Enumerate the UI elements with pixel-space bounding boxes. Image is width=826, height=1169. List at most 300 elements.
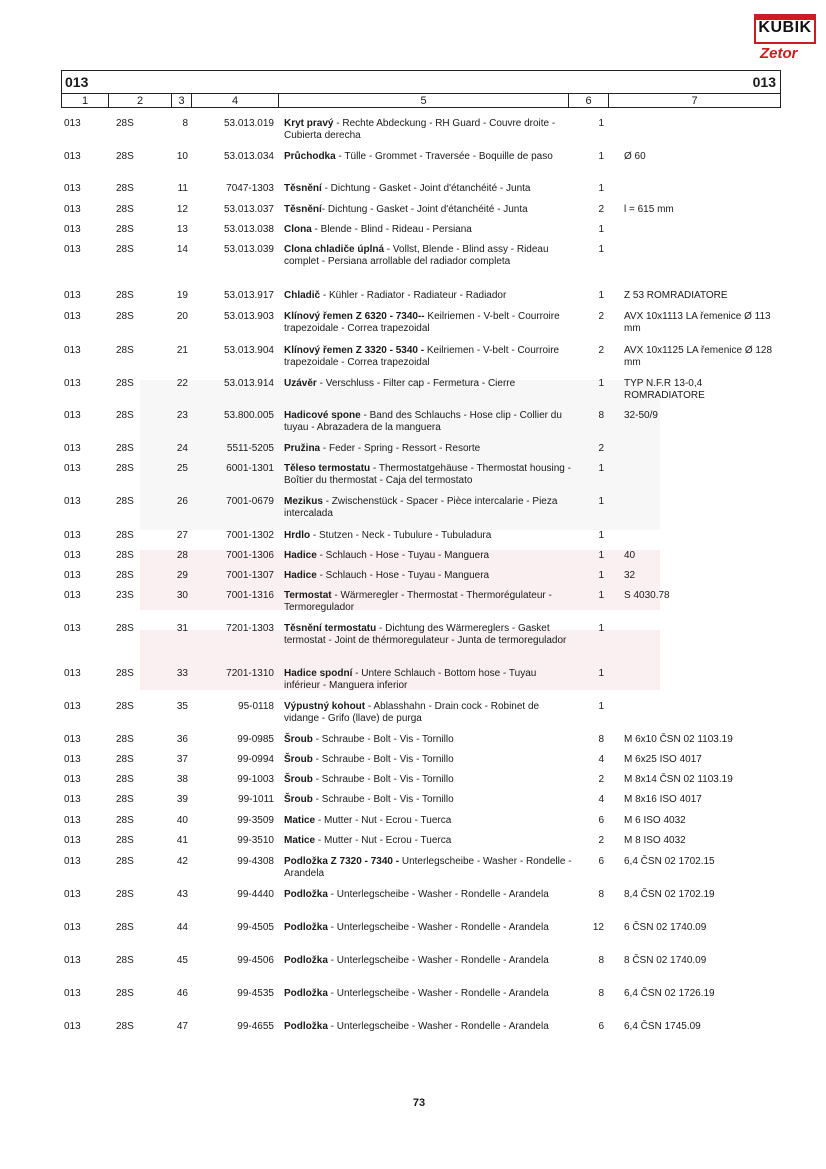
quantity-cell: 1 — [598, 701, 604, 712]
part-number-cell: 99-4506 — [237, 955, 274, 966]
model-cell: 28S — [116, 668, 134, 679]
part-number-cell: 7201-1303 — [226, 623, 274, 634]
group-cell: 013 — [64, 734, 81, 745]
description-cell — [284, 835, 574, 847]
description-cell — [284, 463, 574, 486]
quantity-cell: 2 — [598, 345, 604, 356]
model-cell: 28S — [116, 955, 134, 966]
part-name: Podložka — [284, 988, 328, 999]
quantity-cell: 1 — [598, 378, 604, 389]
position-cell: 30 — [176, 590, 188, 601]
part-number-cell: 7001-1316 — [226, 590, 274, 601]
quantity-cell: 4 — [598, 754, 604, 765]
kubik-zetor-logo — [754, 14, 816, 64]
quantity-cell: 1 — [598, 244, 604, 255]
group-cell: 013 — [64, 889, 81, 900]
quantity-cell: 1 — [598, 668, 604, 679]
description-cell — [284, 151, 574, 163]
column-number: 2 — [109, 94, 172, 108]
part-number-cell: 99-3509 — [237, 815, 274, 826]
part-number-cell: 99-4505 — [237, 922, 274, 933]
model-cell: 28S — [116, 754, 134, 765]
part-translations: - Unterlegscheibe - Washer - Rondelle - Arandela — [327, 988, 549, 999]
model-cell: 28S — [116, 570, 134, 581]
quantity-cell: 8 — [598, 988, 604, 999]
quantity-cell: 6 — [598, 856, 604, 867]
part-number-cell: 53.013.038 — [223, 224, 274, 235]
part-name: Průchodka — [284, 151, 336, 162]
part-number-cell: 53.013.019 — [223, 118, 274, 129]
position-cell: 35 — [176, 701, 188, 712]
note-cell: M 6x25 ISO 4017 — [624, 754, 702, 765]
quantity-cell: 1 — [598, 183, 604, 194]
part-name: Hadice — [284, 570, 317, 581]
position-cell: 43 — [176, 889, 188, 900]
part-translations: - Rechte Abdeckung - RH Guard - Couvre droite - Cubierta derecha — [284, 118, 556, 141]
part-translations: - Schraube - Bolt - Vis - Tornillo — [312, 794, 454, 805]
position-cell: 39 — [176, 794, 188, 805]
part-name: Hadicové spone — [284, 410, 361, 421]
part-number-cell: 53.013.917 — [223, 290, 274, 301]
part-number-cell: 53.013.914 — [223, 378, 274, 389]
group-cell: 013 — [64, 496, 81, 507]
part-number-cell: 7001-1307 — [226, 570, 274, 581]
part-number-cell: 99-4308 — [237, 856, 274, 867]
group-cell: 013 — [64, 835, 81, 846]
model-cell: 28S — [116, 311, 134, 322]
model-cell: 28S — [116, 224, 134, 235]
quantity-cell: 1 — [598, 590, 604, 601]
model-cell: 28S — [116, 856, 134, 867]
part-translations: - Verschluss - Filter cap - Fermetura - Cierre — [316, 378, 516, 389]
description-cell — [284, 496, 574, 519]
group-cell: 013 — [64, 856, 81, 867]
description-cell — [284, 224, 574, 236]
model-cell: 28S — [116, 183, 134, 194]
part-name: Termostat — [284, 590, 332, 601]
model-cell: 28S — [116, 378, 134, 389]
position-cell: 27 — [176, 530, 188, 541]
group-cell: 013 — [64, 224, 81, 235]
model-cell: 28S — [116, 244, 134, 255]
position-cell: 10 — [176, 151, 188, 162]
model-cell: 28S — [116, 530, 134, 541]
quantity-cell: 1 — [598, 290, 604, 301]
quantity-cell: 1 — [598, 224, 604, 235]
part-name: Těsnění termostatu — [284, 623, 377, 634]
quantity-cell: 1 — [598, 570, 604, 581]
position-cell: 19 — [176, 290, 188, 301]
part-number-cell: 53.013.034 — [223, 151, 274, 162]
group-cell: 013 — [64, 463, 81, 474]
part-number-cell: 53.013.039 — [223, 244, 274, 255]
part-number-cell: 53.800.005 — [223, 410, 274, 421]
part-number-cell: 99-4655 — [237, 1021, 274, 1032]
description-cell — [284, 794, 574, 806]
part-name: Kryt pravý — [284, 118, 334, 129]
part-name: Těleso termostatu — [284, 463, 371, 474]
part-translations: Keilriemen - V-belt - Courroire trapezoidale - Correa trapezoidal — [284, 345, 560, 368]
part-translations: - Unterlegscheibe - Washer - Rondelle - Arandela — [327, 1021, 549, 1032]
part-name: Podložka — [284, 922, 328, 933]
column-number: 5 — [279, 94, 569, 108]
quantity-cell: 6 — [598, 815, 604, 826]
part-number-cell: 99-0985 — [237, 734, 274, 745]
part-name: Hadice — [284, 550, 317, 561]
part-translations: - Feder - Spring - Ressort - Resorte — [320, 443, 481, 454]
group-cell: 013 — [64, 815, 81, 826]
model-cell: 28S — [116, 988, 134, 999]
note-cell: 32 — [624, 570, 636, 581]
description-cell — [284, 311, 574, 334]
position-cell: 13 — [176, 224, 188, 235]
part-name: Těsnění — [284, 183, 322, 194]
model-cell: 28S — [116, 463, 134, 474]
group-cell: 013 — [64, 794, 81, 805]
position-cell: 26 — [176, 496, 188, 507]
part-name: Podložka — [284, 1021, 328, 1032]
part-name: Matice — [284, 815, 316, 826]
model-cell: 28S — [116, 1021, 134, 1032]
part-number-cell: 7001-1306 — [226, 550, 274, 561]
description-cell — [284, 443, 574, 455]
model-cell: 28S — [116, 496, 134, 507]
note-cell: Ø 60 — [624, 151, 646, 162]
part-name: Podložka — [284, 955, 328, 966]
part-name: Clona — [284, 224, 312, 235]
model-cell: 28S — [116, 550, 134, 561]
position-cell: 46 — [176, 988, 188, 999]
note-cell: 8,4 ČSN 02 1702.19 — [624, 889, 715, 900]
note-cell: M 6 ISO 4032 — [624, 815, 686, 826]
group-cell: 013 — [64, 570, 81, 581]
position-cell: 42 — [176, 856, 188, 867]
note-cell: 32-50/9 — [624, 410, 658, 421]
quantity-cell: 2 — [598, 835, 604, 846]
section-header — [61, 70, 781, 108]
part-translations: - Schlauch - Hose - Tuyau - Manguera — [316, 570, 490, 581]
logo-sub: Zetor — [760, 45, 798, 62]
model-cell: 28S — [116, 443, 134, 454]
part-number-cell: 99-4440 — [237, 889, 274, 900]
note-cell: 8 ČSN 02 1740.09 — [624, 955, 707, 966]
part-name: Šroub — [284, 794, 313, 805]
part-name: Klínový řemen Z 6320 - 7340-- — [284, 311, 425, 322]
part-name: Podložka Z 7320 - 7340 - — [284, 856, 400, 867]
position-cell: 29 — [176, 570, 188, 581]
note-cell: AVX 10x1125 LA řemenice Ø 128 mm — [624, 345, 773, 368]
column-number: 6 — [569, 94, 609, 108]
part-translations: - Unterlegscheibe - Washer - Rondelle - Arandela — [327, 922, 549, 933]
quantity-cell: 2 — [598, 774, 604, 785]
part-translations: Keilriemen - V-belt - Courroire trapezoidale - Correa trapezoidal — [284, 311, 560, 334]
group-cell: 013 — [64, 244, 81, 255]
part-name: Chladič — [284, 290, 321, 301]
group-cell: 013 — [64, 151, 81, 162]
position-cell: 25 — [176, 463, 188, 474]
model-cell: 28S — [116, 345, 134, 356]
model-cell: 28S — [116, 734, 134, 745]
model-cell: 28S — [116, 889, 134, 900]
position-cell: 14 — [176, 244, 188, 255]
part-translations: - Unterlegscheibe - Washer - Rondelle - Arandela — [327, 955, 549, 966]
note-cell: 6 ČSN 02 1740.09 — [624, 922, 707, 933]
quantity-cell: 8 — [598, 734, 604, 745]
description-cell — [284, 244, 574, 267]
quantity-cell: 1 — [598, 550, 604, 561]
part-number-cell: 7001-0679 — [226, 496, 274, 507]
part-name: Těsnění — [284, 204, 322, 215]
position-cell: 36 — [176, 734, 188, 745]
position-cell: 11 — [177, 183, 188, 194]
part-translations: - Mutter - Nut - Ecrou - Tuerca — [315, 815, 452, 826]
part-translations: - Tülle - Grommet - Traversée - Boquille de paso — [335, 151, 553, 162]
position-cell: 28 — [176, 550, 188, 561]
column-number: 1 — [62, 94, 109, 108]
quantity-cell: 8 — [598, 889, 604, 900]
model-cell: 28S — [116, 290, 134, 301]
quantity-cell: 2 — [598, 443, 604, 454]
part-name: Podložka — [284, 889, 328, 900]
group-cell: 013 — [64, 701, 81, 712]
group-cell: 013 — [64, 590, 81, 601]
part-translations: - Wärmeregler - Thermostat - Thermorégulateur - Termoregulador — [284, 590, 552, 613]
note-cell: 40 — [624, 550, 636, 561]
group-cell: 013 — [64, 955, 81, 966]
group-code-right: 013 — [752, 74, 776, 90]
description-cell — [284, 570, 574, 582]
note-cell: TYP N.F.R 13-0,4 ROMRADIATORE — [624, 378, 705, 401]
column-number-row — [62, 93, 780, 108]
description-cell — [284, 550, 574, 562]
quantity-cell: 8 — [598, 955, 604, 966]
part-number-cell: 99-3510 — [237, 835, 274, 846]
part-name: Šroub — [284, 734, 313, 745]
part-translations: - Mutter - Nut - Ecrou - Tuerca — [315, 835, 452, 846]
quantity-cell: 1 — [598, 118, 604, 129]
group-cell: 013 — [64, 204, 81, 215]
position-cell: 31 — [176, 623, 188, 634]
part-name: Hadice spodní — [284, 668, 353, 679]
note-cell: S 4030.78 — [624, 590, 670, 601]
description-cell — [284, 889, 574, 901]
column-number: 7 — [691, 95, 698, 107]
position-cell: 12 — [176, 204, 188, 215]
note-cell: M 8 ISO 4032 — [624, 835, 686, 846]
part-translations: - Schraube - Bolt - Vis - Tornillo — [312, 734, 454, 745]
description-cell — [284, 701, 574, 724]
part-name: Klínový řemen Z 3320 - 5340 - — [284, 345, 425, 356]
model-cell: 28S — [116, 151, 134, 162]
part-name: Mezikus — [284, 496, 323, 507]
position-cell: 45 — [176, 955, 188, 966]
description-cell — [284, 623, 574, 646]
quantity-cell: 2 — [598, 311, 604, 322]
part-name: Pružina — [284, 443, 321, 454]
description-cell — [284, 988, 574, 1000]
part-translations: - Zwischenstück - Spacer - Pièce intercalarie - Pieza intercalada — [284, 496, 558, 519]
part-name: Šroub — [284, 754, 313, 765]
part-translations: Unterlegscheibe - Washer - Rondelle - Arandela — [284, 856, 572, 879]
position-cell: 37 — [176, 754, 188, 765]
quantity-cell: 1 — [598, 623, 604, 634]
model-cell: 28S — [116, 623, 134, 634]
group-cell: 013 — [64, 1021, 81, 1032]
part-translations: - Dichtung - Gasket - Joint d'étanchéité - Junta — [321, 183, 531, 194]
description-cell — [284, 1021, 574, 1033]
quantity-cell: 4 — [598, 794, 604, 805]
part-translations: - Thermostatgehäuse - Thermostat housing - Boîtier du thermostat - Caja del termostato — [284, 463, 571, 486]
part-name: Výpustný kohout — [284, 701, 366, 712]
part-name: Hrdlo — [284, 530, 311, 541]
group-cell: 013 — [64, 311, 81, 322]
group-code-left: 013 — [65, 74, 89, 90]
part-number-cell: 99-1003 — [237, 774, 274, 785]
description-cell — [284, 754, 574, 766]
part-name: Matice — [284, 835, 316, 846]
part-translations: - Schlauch - Hose - Tuyau - Manguera — [316, 550, 490, 561]
quantity-cell: 1 — [598, 463, 604, 474]
group-cell: 013 — [64, 118, 81, 129]
description-cell — [284, 118, 574, 141]
group-cell: 013 — [64, 530, 81, 541]
part-translations: - Dichtung - Gasket - Joint d'étanchéité - Junta — [321, 204, 528, 215]
position-cell: 33 — [176, 668, 188, 679]
model-cell: 28S — [116, 835, 134, 846]
part-number-cell: 53.013.904 — [223, 345, 274, 356]
group-cell: 013 — [64, 668, 81, 679]
description-cell — [284, 345, 574, 368]
page-number: 73 — [412, 1097, 426, 1109]
description-cell — [284, 410, 574, 433]
group-cell: 013 — [64, 754, 81, 765]
position-cell: 40 — [176, 815, 188, 826]
part-number-cell: 6001-1301 — [226, 463, 274, 474]
note-cell: 6,4 ČSN 1745.09 — [624, 1021, 701, 1032]
quantity-cell: 1 — [598, 496, 604, 507]
part-translations: - Unterlegscheibe - Washer - Rondelle - Arandela — [327, 889, 549, 900]
part-number-cell: 53.013.903 — [223, 311, 274, 322]
note-cell: M 8x14 ČSN 02 1103.19 — [624, 774, 733, 785]
model-cell: 28S — [116, 794, 134, 805]
part-name: Clona chladiče úplná — [284, 244, 385, 255]
description-cell — [284, 204, 574, 216]
part-translations: - Vollst, Blende - Blind assy - Rideau complet - Persiana arrollable del radiador completa — [284, 244, 549, 267]
position-cell: 47 — [176, 1021, 188, 1032]
group-cell: 013 — [64, 290, 81, 301]
description-cell — [284, 815, 574, 827]
description-cell — [284, 530, 574, 542]
model-cell: 28S — [116, 922, 134, 933]
position-cell: 20 — [176, 311, 188, 322]
model-cell: 28S — [116, 118, 134, 129]
part-translations: - Blende - Blind - Rideau - Persiana — [311, 224, 472, 235]
column-number: 3 — [172, 94, 192, 108]
part-translations: - Dichtung des Wärmereglers - Gasket termostat - Joint de thérmoregulateur - Junta de termoregulador — [284, 623, 567, 646]
description-cell — [284, 856, 574, 879]
group-cell: 013 — [64, 988, 81, 999]
description-cell — [284, 378, 574, 390]
part-number-cell: 7047-1303 — [226, 183, 274, 194]
logo-brand: KUBIK — [758, 19, 812, 36]
model-cell: 28S — [116, 815, 134, 826]
description-cell — [284, 290, 574, 302]
note-cell: Z 53 ROMRADIATORE — [624, 290, 728, 301]
part-number-cell: 53.013.037 — [223, 204, 274, 215]
part-number-cell: 99-4535 — [237, 988, 274, 999]
note-cell: l = 615 mm — [624, 204, 674, 215]
note-cell: M 8x16 ISO 4017 — [624, 794, 702, 805]
part-number-cell: 99-0994 — [237, 754, 274, 765]
description-cell — [284, 183, 574, 195]
quantity-cell: 12 — [592, 922, 604, 933]
group-cell: 013 — [64, 378, 81, 389]
model-cell: 28S — [116, 701, 134, 712]
model-cell: 28S — [116, 774, 134, 785]
column-number: 4 — [192, 94, 279, 108]
position-cell: 22 — [176, 378, 188, 389]
group-cell: 013 — [64, 183, 81, 194]
model-cell: 23S — [116, 590, 134, 601]
position-cell: 21 — [176, 345, 188, 356]
group-cell: 013 — [64, 623, 81, 634]
part-number-cell: 5511-5205 — [226, 443, 274, 454]
part-number-cell: 7201-1310 — [226, 668, 274, 679]
quantity-cell: 1 — [598, 151, 604, 162]
position-cell: 24 — [176, 443, 188, 454]
part-translations: - Kühler - Radiator - Radiateur - Radiador — [320, 290, 507, 301]
model-cell: 28S — [116, 410, 134, 421]
position-cell: 38 — [176, 774, 188, 785]
description-cell — [284, 590, 574, 613]
position-cell: 41 — [176, 835, 188, 846]
note-cell: AVX 10x1113 LA řemenice Ø 113 mm — [624, 311, 771, 334]
part-name: Uzávěr — [284, 378, 317, 389]
group-cell: 013 — [64, 550, 81, 561]
description-cell — [284, 922, 574, 934]
note-cell: M 6x10 ČSN 02 1103.19 — [624, 734, 733, 745]
group-cell: 013 — [64, 443, 81, 454]
note-cell: 6,4 ČSN 02 1726.19 — [624, 988, 715, 999]
description-cell — [284, 668, 574, 691]
part-name: Šroub — [284, 774, 313, 785]
description-cell — [284, 955, 574, 967]
quantity-cell: 6 — [598, 1021, 604, 1032]
part-number-cell: 7001-1302 — [226, 530, 274, 541]
quantity-cell: 2 — [598, 204, 604, 215]
group-cell: 013 — [64, 774, 81, 785]
description-cell — [284, 774, 574, 786]
part-translations: - Schraube - Bolt - Vis - Tornillo — [312, 774, 454, 785]
quantity-cell: 1 — [598, 530, 604, 541]
group-cell: 013 — [64, 922, 81, 933]
group-cell: 013 — [64, 345, 81, 356]
group-cell: 013 — [64, 410, 81, 421]
part-translations: - Schraube - Bolt - Vis - Tornillo — [312, 754, 454, 765]
position-cell: 8 — [182, 118, 188, 129]
part-translations: - Stutzen - Neck - Tubulure - Tubuladura — [310, 530, 492, 541]
note-cell: 6,4 ČSN 02 1702.15 — [624, 856, 715, 867]
description-cell — [284, 734, 574, 746]
part-number-cell: 95-0118 — [238, 701, 274, 712]
model-cell: 28S — [116, 204, 134, 215]
quantity-cell: 8 — [598, 410, 604, 421]
part-translations: - Ablasshahn - Drain cock - Robinet de vidange - Grifo (llave) de purga — [284, 701, 540, 724]
position-cell: 23 — [176, 410, 188, 421]
part-translations: - Untere Schlauch - Bottom hose - Tuyau inférieur - Manguera inferior — [284, 668, 537, 691]
part-number-cell: 99-1011 — [238, 794, 274, 805]
part-translations: - Band des Schlauchs - Hose clip - Collier du tuyau - Abrazadera de la manguera — [284, 410, 562, 433]
